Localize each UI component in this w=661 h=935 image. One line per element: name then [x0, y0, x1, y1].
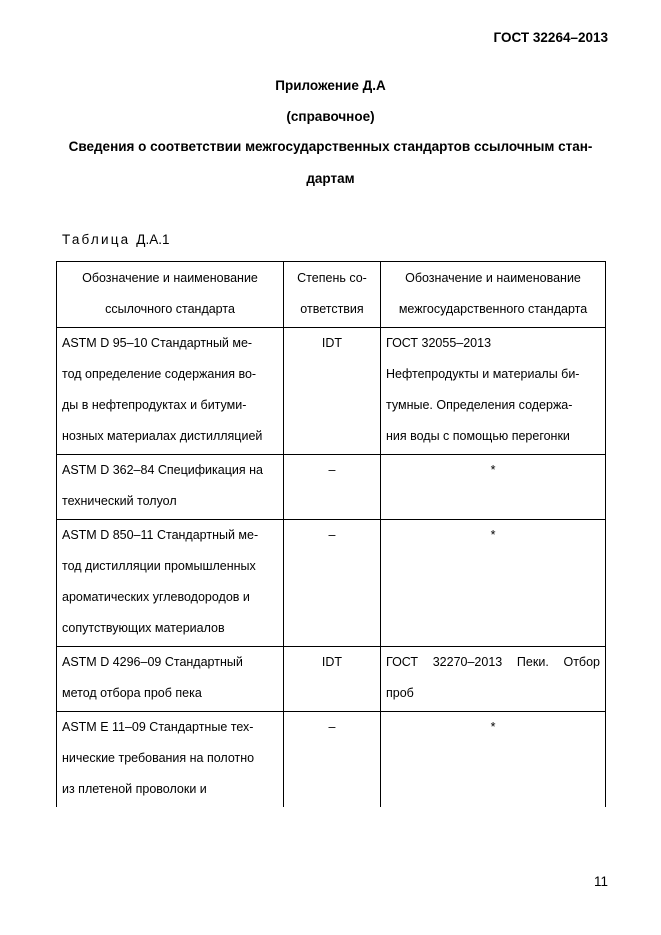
cell-line: нические требования на полотно	[62, 751, 255, 765]
page-number: 11	[593, 874, 608, 889]
reference-standard-cell	[57, 647, 284, 712]
cell-line: *	[490, 463, 496, 477]
interstate-standard-cell	[381, 328, 606, 455]
reference-standard-cell	[57, 328, 284, 455]
cell-line: тод определение содержания во-	[62, 367, 257, 381]
appendix-heading-line2: дартам	[306, 171, 355, 186]
degree-cell: –	[284, 712, 381, 808]
cell-line: Нефтепродукты и материалы би-	[386, 367, 580, 381]
header-line: межгосударственного стандарта	[398, 302, 588, 316]
interstate-standard-cell	[381, 647, 606, 712]
table-header-row	[57, 262, 606, 328]
table-row	[57, 520, 606, 647]
column-header-reference	[57, 262, 284, 328]
header-line: Степень со-	[297, 271, 367, 285]
cell-line: ASTM D 95–10 Стандартный ме-	[62, 336, 253, 350]
cell-line: нозных материалах дистилляцией	[62, 429, 263, 443]
cell-line: ASTM D 850–11 Стандартный ме-	[62, 528, 259, 542]
interstate-standard-cell	[381, 455, 606, 520]
degree-cell: IDT	[284, 328, 381, 455]
table-row	[57, 328, 606, 455]
cell-line: ASTM E 11–09 Стандартные тех-	[62, 720, 254, 734]
column-header-degree	[284, 262, 381, 328]
interstate-standard-cell	[381, 712, 606, 808]
cell-line: технический толуол	[62, 494, 177, 508]
cell-line: метод отбора проб пека	[62, 686, 202, 700]
cell-line: сопутствующих материалов	[62, 621, 225, 635]
reference-standard-cell	[57, 712, 284, 808]
cell-line: ГОСТ 32270–2013 Пеки. Отбор	[386, 655, 600, 669]
cell-line: ГОСТ 32055–2013	[386, 336, 492, 350]
header-line: Обозначение и наименование	[82, 271, 258, 285]
standards-table	[56, 261, 606, 807]
cell-line: ASTM D 4296–09 Стандартный	[62, 655, 243, 669]
cell-line: из плетеной проволоки и	[62, 782, 207, 796]
header-line: Обозначение и наименование	[405, 271, 581, 285]
table-caption	[62, 232, 169, 247]
cell-line: проб	[386, 686, 414, 700]
column-header-interstate	[381, 262, 606, 328]
reference-standard-cell	[57, 455, 284, 520]
degree-cell: –	[284, 455, 381, 520]
cell-line: *	[490, 720, 496, 734]
cell-line: тумные. Определения содержа-	[386, 398, 573, 412]
reference-standard-cell	[57, 520, 284, 647]
table-caption-number: Д.А.1	[136, 232, 170, 247]
table-row	[57, 647, 606, 712]
table-row	[57, 712, 606, 808]
cell-line: *	[490, 528, 496, 542]
table-row	[57, 455, 606, 520]
cell-line: тод дистилляции промышленных	[62, 559, 256, 573]
standard-code: ГОСТ 32264–2013	[493, 30, 608, 45]
header-line: ответствия	[300, 302, 364, 316]
degree-cell: –	[284, 520, 381, 647]
cell-line: ды в нефтепродуктах и битуми-	[62, 398, 247, 412]
interstate-standard-cell	[381, 520, 606, 647]
appendix-heading-line1: Сведения о соответствии межгосударственных стандартов ссылочным стан-	[68, 139, 593, 154]
cell-line: ароматических углеводородов и	[62, 590, 250, 604]
appendix-kind: (справочное)	[286, 109, 375, 124]
cell-line: ASTM D 362–84 Спецификация на	[62, 463, 263, 477]
appendix-title: Приложение Д.А	[275, 78, 386, 93]
header-line: ссылочного стандарта	[105, 302, 235, 316]
table-caption-word: Таблица	[62, 232, 131, 247]
cell-line: ния воды с помощью перегонки	[386, 429, 570, 443]
degree-cell: IDT	[284, 647, 381, 712]
